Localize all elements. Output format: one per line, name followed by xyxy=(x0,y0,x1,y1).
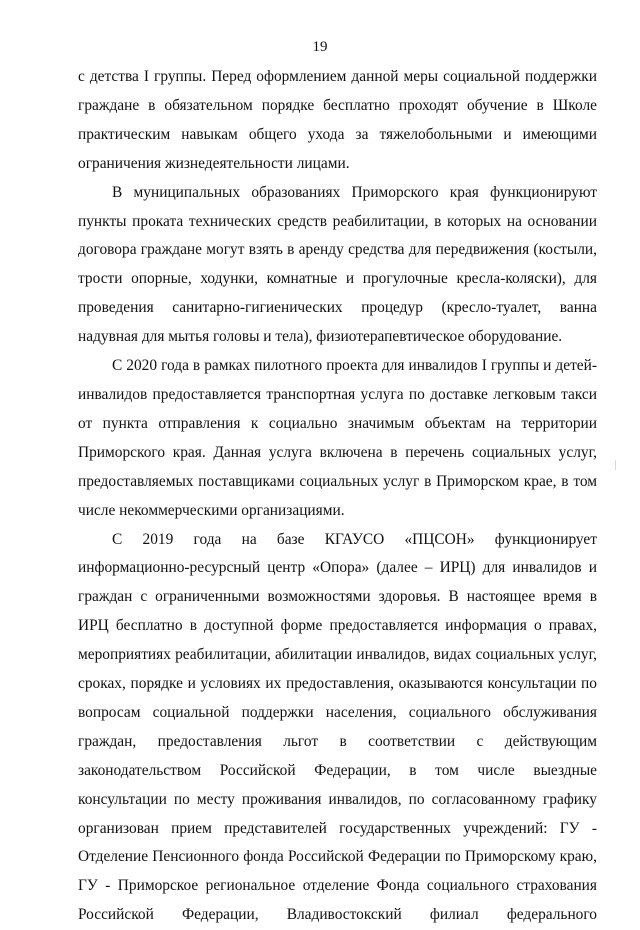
paragraph-3: С 2020 года в рамках пилотного проекта для инвалидов I группы и детей-инвалидов предоставляется транспортная услуга по доставке легковым такси от пункта отправления к социально значимым объектам на территории Приморского края. Данная услуга включена в перечень социальных услуг, предоставляемых поставщиками социальных услуг в Приморском крае, в том числе некоммерческими организациями. xyxy=(78,352,597,525)
paragraph-1: с детства I группы. Перед оформлением данной меры социальной поддержки граждане в обязательном порядке бесплатно проходят обучение в Школе практическим навыкам общего ухода за тяжелобольными и имеющими ограничения жизнедеятельности лицами. xyxy=(78,63,597,179)
paragraph-2: В муниципальных образованиях Приморского края функционируют пункты проката технических средств реабилитации, в которых на основании договора граждане могут взять в аренду средства для передвижения (костыли, трости опорные, ходунки, комнатные и прогулочные кресла-коляски), для проведения санитарно-гигиенических процедур (кресло-туалет, ванна надувная для мытья головы и тела), физиотерапевтическое оборудование. xyxy=(78,179,597,352)
document-body xyxy=(78,63,597,930)
page-number: 19 xyxy=(0,38,640,56)
scan-artifact xyxy=(615,460,616,470)
paragraph-4: С 2019 года на базе КГАУСО «ПЦСОН» функционирует информационно-ресурсный центр «Опора» (далее – ИРЦ) для инвалидов и граждан с ограниченными возможностями здоровья. В настоящее время в ИРЦ бесплатно в доступной форме предоставляется информация о правах, мероприятиях реабилитации, абилитации инвалидов, видах социальных услуг, сроках, порядке и условиях их предоставления, оказываются консультации по вопросам социальной поддержки населения, социального обслуживания граждан, предоставления льгот в соответствии с действующим законодательством Российской Федерации, в том числе выездные консультации по месту проживания инвалидов, по согласованному графику организован прием представителей государственных учреждений: ГУ - Отделение Пенсионного фонда Российской Федерации по Приморскому краю, ГУ - Приморское региональное отделение Фонда социального страхования Российской Федерации, Владивостокский филиал федерального xyxy=(78,526,597,930)
